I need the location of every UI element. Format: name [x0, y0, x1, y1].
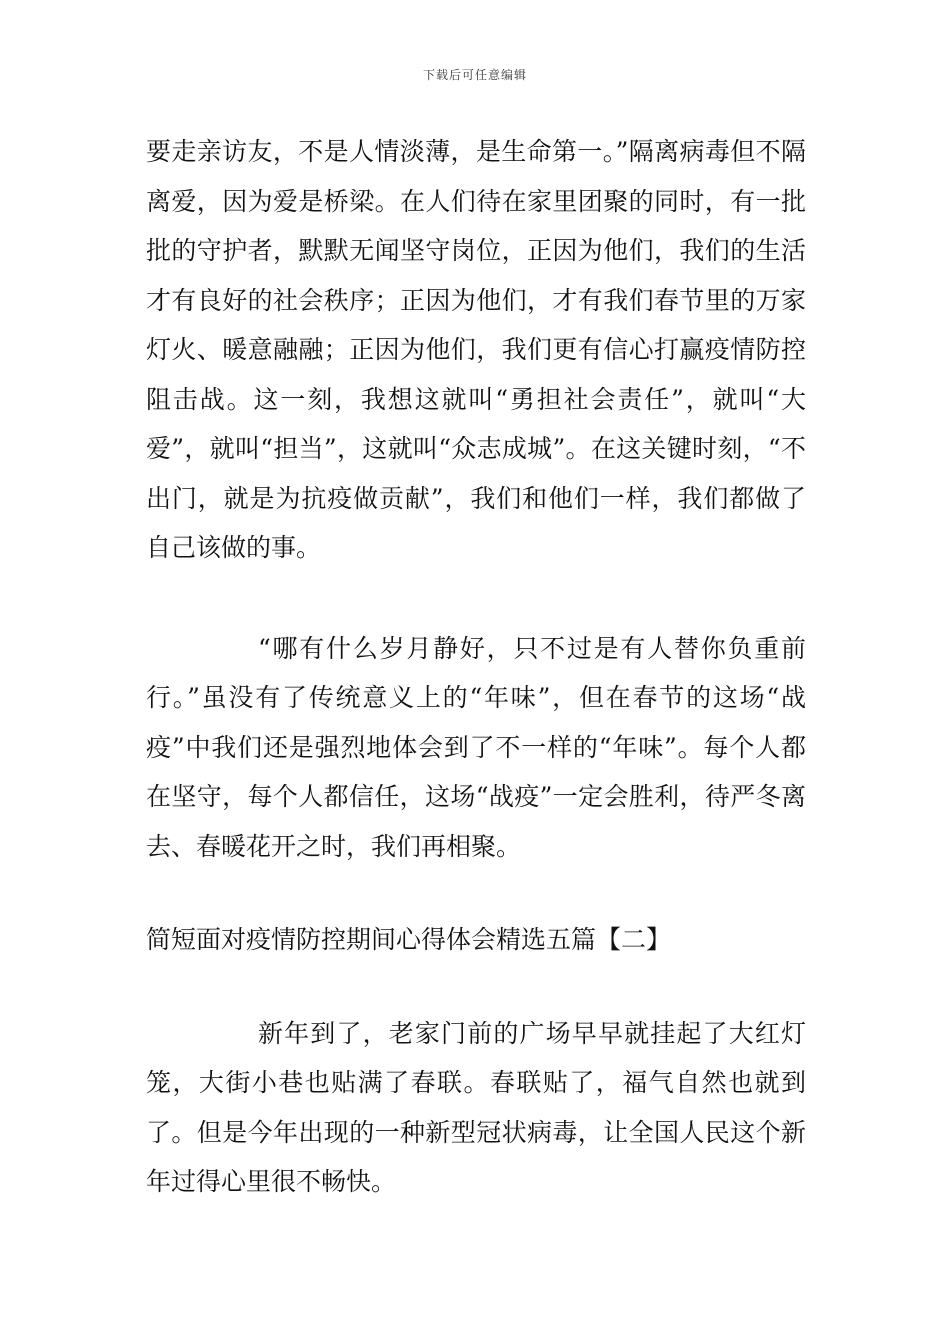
paragraph-spacer	[146, 965, 806, 1009]
paragraph-spacer	[146, 573, 806, 624]
document-body	[146, 127, 806, 1207]
paragraph-spacer	[146, 871, 806, 915]
page-header-note: 下载后可任意编辑	[422, 68, 527, 82]
paragraph-2: “哪有什么岁月静好，只不过是有人替你负重前行。”虽没有了传统意义上的“年味”，但在春节的这场“战疫”中我们还是强烈地体会到了不一样的“年味”。每个人都在坚守，每个人都信任，这场“战疫”一定会胜利，待严冬离去、春暖花开之时，我们再相聚。	[146, 633, 806, 861]
paragraph-3: 新年到了，老家门前的广场早早就挂起了大红灯笼，大街小巷也贴满了春联。春联贴了，福气自然也就到了。但是今年出现的一种新型冠状病毒，让全国人民这个新年过得心里很不畅快。	[146, 1018, 806, 1196]
paragraph-1: 要走亲访友，不是人情淡薄，是生命第一。”隔离病毒但不隔离爱，因为爱是桥梁。在人们待在家里团聚的同时，有一批批的守护者，默默无闻坚守岗位，正因为他们，我们的生活才有良好的社会秩序；正因为他们，才有我们春节里的万家灯火、暖意融融；正因为他们，我们更有信心打赢疫情防控阻击战。这一刻，我想这就叫“勇担社会责任”，就叫“大爱”，就叫“担当”，这就叫“众志成城”。在这关键时刻，“不出门，就是为抗疫做贡献”，我们和他们一样，我们都做了自己该做的事。	[146, 137, 806, 562]
section-heading: 简短面对疫情防控期间心得体会精选五篇【二】	[146, 925, 672, 954]
